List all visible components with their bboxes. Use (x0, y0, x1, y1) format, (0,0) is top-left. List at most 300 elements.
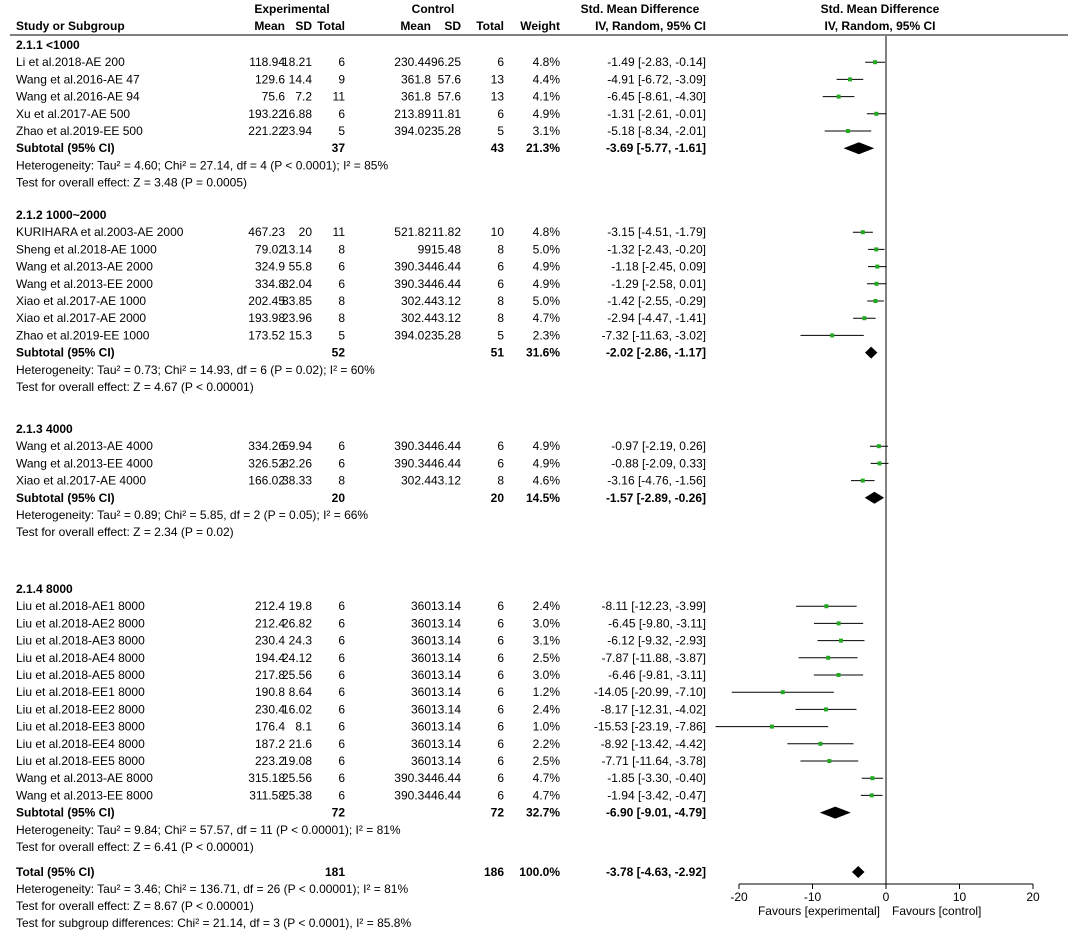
study-exp-sd: 26.82 (281, 616, 312, 631)
study-ctl-total: 6 (497, 650, 504, 665)
study-ci-text: -0.97 [-2.19, 0.26] (611, 439, 706, 454)
header-exp-total: Total (317, 19, 345, 33)
study-ctl-total: 5 (497, 328, 504, 343)
study-exp-mean: 221.22 (248, 124, 285, 138)
x-tick-label: 0 (882, 890, 890, 904)
subgroup-title: 2.1.1 <1000 (16, 38, 80, 52)
study-ctl-sd: 96.25 (430, 55, 461, 70)
subtotal-diamond (865, 347, 877, 359)
study-ctl-sd: 11.82 (431, 225, 461, 240)
study-ci-text: -1.49 [-2.83, -0.14] (607, 55, 706, 70)
study-exp-sd: 7.2 (295, 89, 312, 104)
study-exp-sd: 24.12 (281, 650, 312, 665)
study-exp-sd: 16.88 (281, 106, 312, 121)
study-exp-sd: 25.56 (281, 668, 312, 682)
study-exp-total: 6 (338, 633, 345, 648)
study-exp-sd: 55.8 (288, 259, 312, 274)
study-exp-sd: 59.94 (281, 439, 312, 454)
subtotal-label: Subtotal (95% CI) (16, 805, 115, 820)
study-exp-sd: 14.4 (288, 72, 312, 87)
study-ctl-sd: 43.12 (430, 294, 461, 308)
study-ctl-mean: 302.4 (400, 294, 431, 308)
study-point (848, 77, 852, 81)
total-ci-text: -3.78 [-4.63, -2.92] (605, 865, 706, 879)
study-exp-sd: 32.04 (281, 276, 312, 291)
study-ctl-mean: 360 (410, 616, 431, 631)
study-exp-sd: 19.08 (281, 754, 312, 768)
study-weight: 4.8% (532, 225, 560, 240)
study-exp-mean: 75.6 (261, 89, 285, 104)
study-weight: 1.2% (532, 685, 560, 700)
study-exp-mean: 176.4 (254, 719, 285, 734)
study-ci-text: -1.85 [-3.30, -0.40] (607, 771, 706, 786)
study-name: Sheng et al.2018-AE 1000 (16, 242, 157, 257)
study-weight: 4.8% (532, 55, 560, 70)
study-ctl-total: 6 (497, 633, 504, 648)
study-ctl-mean: 360 (410, 719, 431, 734)
study-exp-total: 6 (338, 276, 345, 291)
study-weight: 4.1% (532, 89, 560, 104)
study-point (824, 707, 828, 711)
study-ci-text: -1.29 [-2.58, 0.01] (611, 276, 706, 291)
subtotal-exp-total: 20 (331, 490, 345, 505)
favours-experimental-label: Favours [experimental] (757, 904, 880, 918)
study-weight: 3.1% (532, 124, 560, 138)
study-name: KURIHARA et al.2003-AE 2000 (16, 225, 184, 240)
study-point (874, 112, 878, 116)
total-label: Total (95% CI) (16, 865, 95, 879)
study-exp-mean: 193.22 (248, 106, 285, 121)
subtotal-ci-text: -2.02 [-2.86, -1.17] (605, 345, 706, 360)
subtotal-weight: 32.7% (525, 805, 560, 820)
study-exp-mean: 217.8 (254, 668, 285, 682)
study-ctl-mean: 390.34 (394, 456, 431, 471)
subtotal-label: Subtotal (95% CI) (16, 141, 115, 156)
study-exp-total: 6 (338, 685, 345, 700)
study-exp-mean: 212.4 (254, 599, 285, 614)
study-ctl-sd: 43.12 (430, 311, 461, 326)
study-weight: 2.3% (532, 328, 560, 343)
subtotal-diamond (844, 142, 875, 154)
study-exp-total: 8 (338, 473, 345, 488)
study-ctl-total: 10 (490, 225, 504, 240)
study-name: Liu et al.2018-AE2 8000 (16, 616, 145, 631)
study-exp-mean: 173.52 (248, 328, 285, 343)
study-ctl-mean: 302.4 (400, 473, 431, 488)
study-weight: 4.6% (532, 473, 560, 488)
study-ctl-total: 6 (497, 616, 504, 631)
header-ctl-sd: SD (444, 19, 461, 33)
study-exp-mean: 118.94 (249, 55, 285, 70)
study-weight: 3.1% (532, 633, 560, 648)
header-exp-sd: SD (295, 19, 312, 33)
study-point (870, 776, 874, 780)
study-ctl-total: 8 (497, 473, 504, 488)
subgroup-heterogeneity: Heterogeneity: Tau² = 0.73; Chi² = 14.93, df = 6 (P = 0.02); I² = 60% (16, 362, 375, 377)
study-ctl-sd: 13.14 (430, 616, 461, 631)
study-exp-total: 6 (338, 754, 345, 768)
study-exp-total: 6 (338, 599, 345, 614)
study-ci-text: -0.88 [-2.09, 0.33] (611, 456, 706, 471)
study-ctl-sd: 13.14 (430, 599, 461, 614)
study-point (875, 282, 879, 286)
study-name: Liu et al.2018-EE3 8000 (16, 719, 145, 734)
study-ctl-total: 6 (497, 599, 504, 614)
study-exp-total: 6 (338, 456, 345, 471)
study-exp-total: 6 (338, 259, 345, 274)
study-ctl-mean: 390.34 (394, 276, 431, 291)
study-ctl-sd: 11.81 (431, 106, 461, 121)
study-exp-mean: 334.26 (248, 439, 285, 454)
study-ctl-sd: 13.14 (430, 754, 461, 768)
study-exp-total: 6 (338, 771, 345, 786)
subtotal-ci-text: -6.90 [-9.01, -4.79] (605, 805, 706, 820)
study-exp-sd: 21.6 (288, 736, 312, 751)
study-name: Xiao et al.2017-AE 4000 (16, 473, 147, 488)
study-weight: 4.4% (532, 72, 560, 87)
study-point (818, 742, 822, 746)
study-weight: 5.0% (532, 242, 560, 257)
study-ci-text: -4.91 [-6.72, -3.09] (607, 72, 706, 87)
study-ci-text: -3.15 [-4.51, -1.79] (607, 225, 706, 240)
study-name: Liu et al.2018-EE2 8000 (16, 702, 145, 717)
study-ci-text: -8.17 [-12.31, -4.02] (600, 702, 706, 717)
study-exp-total: 6 (338, 788, 345, 803)
study-exp-total: 6 (338, 719, 345, 734)
header-experimental: Experimental (254, 2, 330, 16)
study-exp-sd: 18.21 (281, 55, 312, 70)
study-name: Liu et al.2018-AE5 8000 (16, 668, 145, 682)
study-weight: 4.9% (532, 456, 560, 471)
study-weight: 4.7% (532, 311, 560, 326)
study-exp-mean: 311.58 (249, 788, 285, 803)
study-name: Xiao et al.2017-AE 2000 (16, 311, 147, 326)
study-exp-mean: 190.8 (254, 685, 285, 700)
subgroup-title: 2.1.2 1000~2000 (16, 208, 107, 222)
study-ctl-sd: 46.44 (430, 439, 461, 454)
study-ctl-total: 6 (497, 771, 504, 786)
study-name: Wang et al.2016-AE 94 (16, 89, 140, 104)
study-ci-text: -7.71 [-11.64, -3.78] (601, 754, 706, 768)
study-exp-mean: 129.6 (254, 72, 285, 87)
study-name: Zhao et al.2019-EE 1000 (16, 328, 150, 343)
subtotal-exp-total: 37 (331, 141, 345, 156)
header-control: Control (411, 2, 455, 16)
study-exp-total: 6 (338, 736, 345, 751)
study-ci-text: -5.18 [-8.34, -2.01] (607, 124, 706, 138)
study-exp-sd: 82.26 (281, 456, 312, 471)
study-ctl-total: 6 (497, 439, 504, 454)
study-ci-text: -1.31 [-2.61, -0.01] (607, 106, 706, 121)
subtotal-diamond (865, 492, 884, 504)
study-exp-total: 11 (332, 89, 345, 104)
study-exp-mean: 194.4 (254, 650, 285, 665)
study-ctl-sd: 13.14 (430, 736, 461, 751)
study-ctl-sd: 15.48 (430, 242, 461, 257)
study-point (870, 793, 874, 797)
study-name: Wang et al.2013-EE 4000 (16, 456, 153, 471)
study-point (837, 95, 841, 99)
study-weight: 4.9% (532, 259, 560, 274)
study-exp-total: 6 (338, 616, 345, 631)
study-ctl-total: 8 (497, 242, 504, 257)
study-point (873, 60, 877, 64)
study-name: Xu et al.2017-AE 500 (16, 106, 131, 121)
study-point (837, 621, 841, 625)
study-exp-mean: 315.18 (248, 771, 285, 786)
study-ctl-sd: 13.14 (430, 685, 461, 700)
study-exp-mean: 187.2 (254, 736, 285, 751)
study-ctl-sd: 43.12 (430, 473, 461, 488)
study-ci-text: -1.42 [-2.55, -0.29] (607, 294, 706, 308)
study-ci-text: -1.32 [-2.43, -0.20] (607, 242, 706, 257)
study-exp-total: 6 (338, 668, 345, 682)
study-exp-sd: 25.38 (281, 788, 312, 803)
total-diamond (852, 866, 865, 878)
study-exp-mean: 212.4 (254, 616, 285, 631)
study-exp-total: 11 (332, 225, 345, 240)
study-exp-total: 6 (338, 650, 345, 665)
study-point (824, 604, 828, 608)
subtotal-ctl-total: 72 (490, 805, 504, 820)
subtotal-label: Subtotal (95% CI) (16, 345, 115, 360)
study-point (877, 444, 881, 448)
study-point (861, 230, 865, 234)
study-ctl-total: 6 (497, 276, 504, 291)
study-point (874, 299, 878, 303)
study-ctl-mean: 361.8 (400, 72, 431, 87)
study-ci-text: -8.11 [-12.23, -3.99] (601, 599, 706, 614)
study-ci-text: -1.18 [-2.45, 0.09] (611, 259, 706, 274)
study-name: Zhao et al.2019-EE 500 (16, 124, 143, 138)
study-ctl-mean: 360 (410, 633, 431, 648)
study-ctl-sd: 35.28 (430, 328, 461, 343)
subgroup-differences: Test for subgroup differences: Chi² = 21.14, df = 3 (P < 0.0001), I² = 85.8% (16, 916, 412, 930)
x-tick-label: 10 (952, 890, 967, 904)
study-ctl-sd: 46.44 (430, 788, 461, 803)
study-name: Wang et al.2013-AE 8000 (16, 771, 153, 786)
study-ctl-total: 6 (497, 719, 504, 734)
study-exp-sd: 83.85 (281, 294, 312, 308)
header-weight: Weight (520, 19, 560, 33)
study-name: Wang et al.2013-AE 2000 (16, 259, 153, 274)
study-name: Liu et al.2018-AE1 8000 (16, 599, 145, 614)
study-weight: 1.0% (532, 719, 560, 734)
subtotal-weight: 21.3% (525, 141, 560, 156)
study-ci-text: -3.16 [-4.76, -1.56] (607, 473, 706, 488)
study-ctl-mean: 213.89 (394, 106, 431, 121)
study-weight: 3.0% (532, 668, 560, 682)
study-point (830, 333, 834, 337)
study-point (837, 673, 841, 677)
study-name: Wang et al.2013-EE 2000 (16, 276, 153, 291)
study-exp-sd: 24.3 (288, 633, 312, 648)
study-point (878, 461, 882, 465)
subgroup-overall-effect: Test for overall effect: Z = 3.48 (P = 0.0005) (16, 175, 248, 190)
study-ctl-total: 13 (490, 72, 504, 87)
study-ctl-mean: 302.4 (400, 311, 431, 326)
study-exp-mean: 166.02 (248, 473, 285, 488)
study-ci-text: -1.94 [-3.42, -0.47] (607, 788, 706, 803)
study-point (839, 639, 843, 643)
study-exp-total: 6 (338, 439, 345, 454)
study-point (770, 725, 774, 729)
study-ctl-mean: 360 (410, 702, 431, 717)
study-name: Liu et al.2018-AE4 8000 (16, 650, 145, 665)
study-point (827, 759, 831, 763)
study-exp-mean: 193.98 (248, 311, 285, 326)
subgroup-heterogeneity: Heterogeneity: Tau² = 4.60; Chi² = 27.14, df = 4 (P < 0.0001); I² = 85% (16, 158, 389, 173)
study-ci-text: -7.32 [-11.63, -3.02] (601, 328, 706, 343)
study-ctl-total: 6 (497, 668, 504, 682)
total-ctl-total: 186 (483, 865, 504, 879)
study-exp-total: 8 (338, 242, 345, 257)
study-exp-mean: 79.02 (254, 242, 285, 257)
study-weight: 3.0% (532, 616, 560, 631)
study-ctl-sd: 46.44 (430, 259, 461, 274)
study-ctl-mean: 360 (410, 754, 431, 768)
study-ctl-mean: 394.02 (394, 124, 431, 138)
study-name: Liu et al.2018-EE4 8000 (16, 736, 145, 751)
study-weight: 4.9% (532, 276, 560, 291)
subtotal-exp-total: 72 (331, 805, 345, 820)
study-ctl-mean: 390.34 (394, 439, 431, 454)
header-ctl-total: Total (476, 19, 504, 33)
study-ctl-total: 6 (497, 456, 504, 471)
study-ci-text: -14.05 [-20.99, -7.10] (593, 685, 706, 700)
study-point (862, 316, 866, 320)
study-exp-mean: 230.4 (254, 702, 285, 717)
study-ctl-sd: 13.14 (430, 719, 461, 734)
study-exp-total: 6 (338, 106, 345, 121)
study-ctl-sd: 46.44 (430, 456, 461, 471)
study-weight: 4.9% (532, 439, 560, 454)
x-tick-label: -10 (803, 890, 822, 904)
subgroup-overall-effect: Test for overall effect: Z = 4.67 (P < 0.00001) (16, 380, 254, 394)
header-study: Study or Subgroup (16, 19, 125, 33)
study-name: Xiao et al.2017-AE 1000 (16, 294, 147, 308)
study-point (874, 247, 878, 251)
subtotal-exp-total: 52 (331, 345, 345, 360)
study-ctl-mean: 360 (410, 668, 431, 682)
subgroup-overall-effect: Test for overall effect: Z = 2.34 (P = 0.02) (16, 525, 234, 540)
study-ctl-total: 6 (497, 106, 504, 121)
study-ci-text: -15.53 [-23.19, -7.86] (593, 719, 706, 734)
study-exp-total: 8 (338, 294, 345, 308)
study-ctl-mean: 521.82 (394, 225, 431, 240)
study-exp-total: 9 (338, 72, 345, 87)
study-ci-text: -6.45 [-8.61, -4.30] (607, 89, 706, 104)
study-ctl-total: 6 (497, 788, 504, 803)
study-ctl-total: 6 (497, 754, 504, 768)
study-exp-sd: 19.8 (288, 599, 312, 614)
study-ctl-sd: 13.14 (430, 702, 461, 717)
study-weight: 2.4% (532, 599, 560, 614)
study-point (781, 690, 785, 694)
total-weight: 100.0% (519, 865, 560, 879)
subtotal-ctl-total: 43 (490, 141, 504, 156)
header-plot-group: Std. Mean Difference (820, 2, 940, 16)
subgroup-heterogeneity: Heterogeneity: Tau² = 0.89; Chi² = 5.85, df = 2 (P = 0.05); I² = 66% (16, 508, 369, 522)
study-exp-total: 6 (338, 55, 345, 70)
study-ctl-mean: 230.44 (394, 55, 431, 70)
study-ctl-total: 6 (497, 736, 504, 751)
study-ctl-total: 8 (497, 311, 504, 326)
study-ctl-sd: 13.14 (430, 650, 461, 665)
study-exp-sd: 38.33 (281, 473, 312, 488)
study-exp-sd: 8.64 (288, 685, 312, 700)
study-ctl-sd: 35.28 (430, 124, 461, 138)
study-exp-sd: 23.94 (281, 124, 312, 138)
header-smd-group: Std. Mean Difference (580, 2, 700, 16)
study-name: Wang et al.2013-EE 8000 (16, 788, 153, 803)
subtotal-label: Subtotal (95% CI) (16, 490, 115, 505)
study-weight: 4.7% (532, 788, 560, 803)
study-exp-mean: 326.52 (248, 456, 285, 471)
study-ci-text: -7.87 [-11.88, -3.87] (601, 650, 706, 665)
subtotal-ctl-total: 51 (490, 345, 504, 360)
study-weight: 2.4% (532, 702, 560, 717)
study-exp-sd: 15.3 (288, 328, 312, 343)
study-ctl-sd: 46.44 (430, 771, 461, 786)
study-name: Wang et al.2013-AE 4000 (16, 439, 153, 454)
study-exp-mean: 230.4 (254, 633, 285, 648)
study-point (826, 656, 830, 660)
study-ctl-mean: 390.34 (394, 259, 431, 274)
study-ctl-sd: 57.6 (437, 72, 461, 87)
study-exp-total: 6 (338, 702, 345, 717)
study-exp-mean: 202.45 (248, 294, 285, 308)
study-ctl-mean: 394.02 (394, 328, 431, 343)
study-name: Liu et al.2018-EE1 8000 (16, 685, 145, 700)
study-exp-total: 5 (338, 124, 345, 138)
study-ci-text: -6.45 [-9.80, -3.11] (608, 616, 706, 631)
study-ctl-total: 6 (497, 259, 504, 274)
subtotal-ci-text: -3.69 [-5.77, -1.61] (605, 141, 706, 156)
study-ci-text: -6.46 [-9.81, -3.11] (608, 668, 706, 682)
study-ctl-sd: 13.14 (430, 668, 461, 682)
study-weight: 2.2% (532, 736, 560, 751)
subtotal-weight: 14.5% (525, 490, 560, 505)
header-exp-mean: Mean (254, 19, 285, 33)
study-ctl-mean: 360 (410, 650, 431, 665)
study-exp-mean: 223.2 (254, 754, 285, 768)
study-ctl-total: 6 (497, 702, 504, 717)
study-exp-sd: 20 (298, 225, 312, 240)
study-ctl-total: 6 (497, 685, 504, 700)
study-ctl-mean: 360 (410, 736, 431, 751)
study-name: Liu et al.2018-AE3 8000 (16, 633, 145, 648)
study-ctl-total: 5 (497, 124, 504, 138)
study-exp-sd: 16.02 (281, 702, 312, 717)
subgroup-overall-effect: Test for overall effect: Z = 6.41 (P < 0.00001) (16, 840, 254, 854)
study-ctl-mean: 361.8 (400, 89, 431, 104)
study-point (846, 129, 850, 133)
study-exp-sd: 23.96 (281, 311, 312, 326)
study-ctl-total: 8 (497, 294, 504, 308)
study-exp-mean: 324.9 (254, 259, 285, 274)
subtotal-ci-text: -1.57 [-2.89, -0.26] (605, 490, 706, 505)
favours-control-label: Favours [control] (892, 904, 982, 918)
study-exp-sd: 13.14 (281, 242, 312, 257)
study-weight: 2.5% (532, 650, 560, 665)
subtotal-diamond (820, 807, 851, 819)
study-ctl-mean: 99 (417, 242, 431, 257)
study-ctl-sd: 13.14 (430, 633, 461, 648)
study-name: Wang et al.2016-AE 47 (16, 72, 140, 87)
header-smd-col: IV, Random, 95% CI (595, 19, 706, 33)
study-ci-text: -2.94 [-4.47, -1.41] (607, 311, 706, 326)
